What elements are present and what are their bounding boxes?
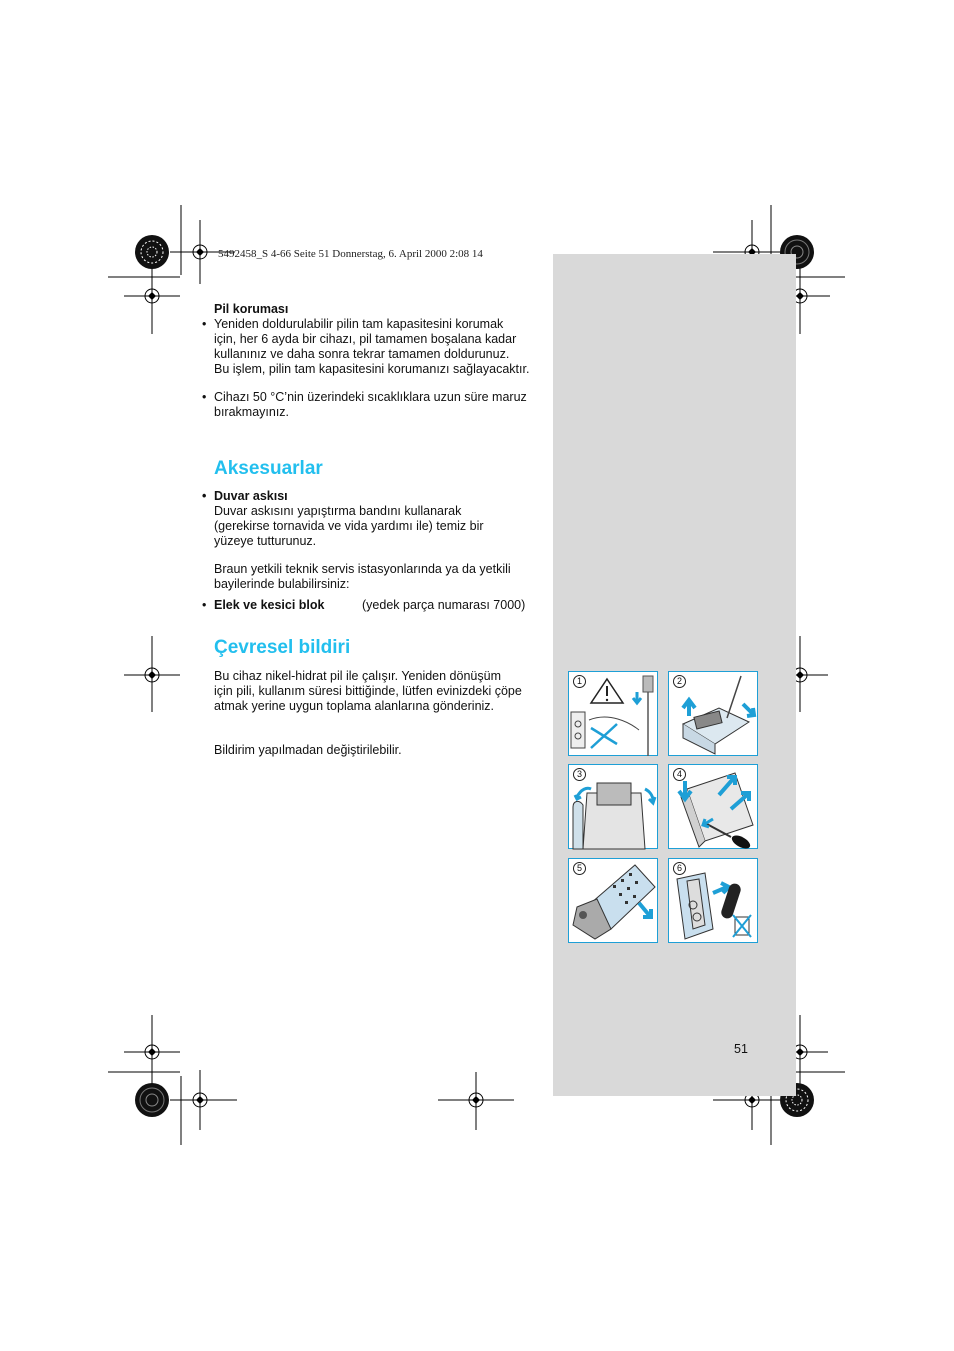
figure-1 [568, 671, 658, 756]
figure-4 [668, 764, 758, 849]
battery-heading: Pil koruması [214, 302, 289, 316]
accessories-title: Aksesuarlar [214, 458, 323, 479]
figure-number: 4 [673, 768, 686, 781]
wall-holder-label: • Duvar askısı [214, 489, 536, 504]
text-line: • Yeniden doldurulabilir pilin tam kapasitesini korumak [214, 317, 504, 331]
text-line: bırakmayınız. [214, 405, 290, 419]
figure-number: 1 [573, 675, 586, 688]
text-line: Bu işlem, pilin tam kapasitesini korumanızı sağlayacaktır. [214, 362, 530, 376]
text-line: kullanınız ve daha sonra tekrar tamamen doldurunuz. [214, 347, 510, 361]
part-label: Elek ve kesici blok [214, 598, 325, 612]
text-line: Braun yetkili teknik servis istasyonlarında ya da yetkili [214, 562, 511, 576]
text-line: (gerekirse tornavida ve vida yardımı ile) temiz bir [214, 519, 484, 533]
figure-6 [668, 858, 758, 943]
accessories-section [214, 489, 536, 613]
figure-number: 5 [573, 862, 586, 875]
text-line: atmak yerine uygun toplama alanlarına gönderiniz. [214, 699, 495, 713]
figure-3 [568, 764, 658, 849]
part-number: (yedek parça numarası 7000) [362, 598, 526, 612]
figure-number: 6 [673, 862, 686, 875]
environment-section [214, 669, 544, 758]
figure-2 [668, 671, 758, 756]
text-line: için pili, kullanım süresi bittiğinde, lütfen evinizdeki çöpe [214, 684, 522, 698]
environment-title: Çevresel bildiri [214, 637, 351, 658]
figure-number: 3 [573, 768, 586, 781]
change-notice: Bildirim yapılmadan değiştirilebilir. [214, 743, 402, 757]
part-row [214, 598, 536, 613]
text-line: Bu cihaz nikel-hidrat pil ile çalışır. Yeniden dönüşüm [214, 669, 501, 683]
page-number: 51 [734, 1042, 748, 1056]
battery-bullet-2 [214, 390, 536, 420]
text-line: için, her 6 ayda bir cihazı, pil tamamen boşalana kadar [214, 332, 517, 346]
figure-number: 2 [673, 675, 686, 688]
print-metadata: 5492458_S 4-66 Seite 51 Donnerstag, 6. April 2000 2:08 14 [218, 248, 483, 260]
text-line: bayilerinde bulabilirsiniz: [214, 577, 350, 591]
text-line: • Cihazı 50 °C’nin üzerindeki sıcaklıklara uzun süre maruz [214, 390, 527, 404]
text-line: Duvar askısını yapıştırma bandını kullanarak [214, 504, 462, 518]
figure-5 [568, 858, 658, 943]
text-line: yüzeye tutturunuz. [214, 534, 317, 548]
battery-bullet-1 [214, 317, 536, 377]
battery-section [214, 302, 536, 420]
